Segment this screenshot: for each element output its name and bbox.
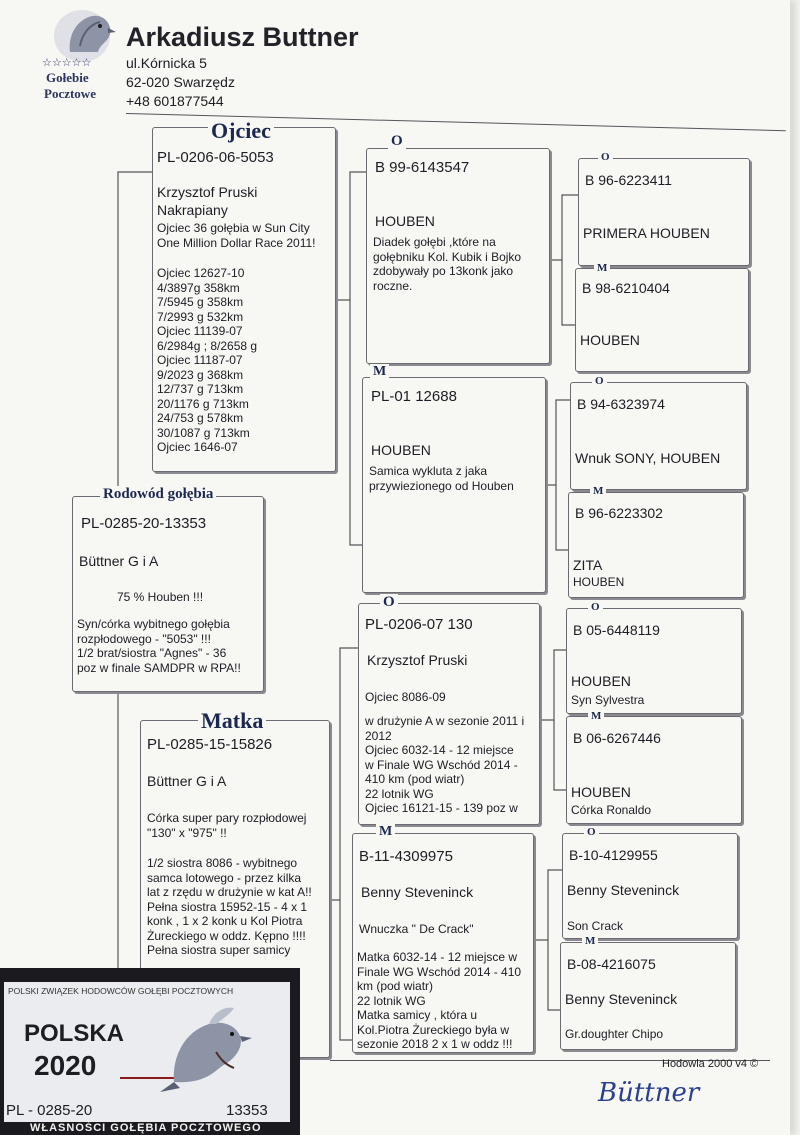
ggp-sub: Syn Sylvestra	[571, 693, 645, 707]
mf-label: O	[380, 594, 398, 611]
ggp-ring: B 06-6267446	[573, 730, 661, 746]
main-bird-label: Rodowód gołębia	[100, 486, 216, 503]
ff-note: Diadek gołębi ,które na gołębniku Kol. Kubik i Bojko zdobywały po 13konk jako roczne.	[373, 235, 522, 293]
card-number: 13353	[226, 1102, 268, 1119]
fm-ring: PL-01 12688	[371, 388, 457, 405]
main-bird-box	[72, 496, 264, 692]
mf-note2: w drużynie A w sezonie 2011 i 2012 Ojciec 6032-14 - 12 miejsce w Finale WG Wschód 2014 - 410 km (pod wiatr) 22 lotnik WG Ojciec 16121-15 - 139 poz w	[365, 714, 525, 815]
logo-line1: Gołebie	[46, 70, 89, 85]
ggp-sub: Son Crack	[567, 919, 624, 933]
ff-label: O	[388, 133, 406, 150]
father-results: Ojciec 12627-10 4/3897g 358km 7/5945 g 358km 7/2993 g 532km Ojciec 11139-07 6/2984g ; 8/2658 g Ojciec 11187-07 9/2023 g 368km 12/737 g 713km 20/1176 g 713km 24/753 g 578km 30/1087 g 713km Ojciec 1646-07	[157, 266, 258, 454]
club-logo	[40, 6, 120, 102]
pigeon-icon	[154, 1002, 264, 1097]
ggp-ring: B-10-4129955	[569, 847, 658, 863]
father-note: Ojciec 36 gołębia w Sun City One Million Dollar Race 2011!	[157, 221, 316, 250]
fm-name: HOUBEN	[371, 442, 431, 458]
owner-signature: Büttner	[598, 1078, 700, 1108]
mm-label: M	[376, 824, 395, 840]
logo-line2: Pocztowe	[44, 86, 96, 101]
ggp-label-6: M	[588, 710, 604, 722]
ggp-label-4: M	[590, 485, 606, 497]
ggp-ring: B 94-6323974	[577, 396, 665, 412]
grandfather-maternal-box	[358, 603, 540, 825]
owner-phone: +48 601877544	[126, 93, 224, 109]
mf-ring: PL-0206-07 130	[365, 616, 473, 633]
mother-ring: PL-0285-15-15826	[147, 736, 273, 753]
ggp-label-8: M	[582, 935, 598, 947]
mm-ring: B-11-4309975	[359, 848, 453, 865]
mf-name: Krzysztof Pruski	[367, 652, 468, 668]
ggp-name: Benny Steveninck	[567, 882, 680, 898]
ggp-sub: Córka Ronaldo	[571, 803, 652, 817]
ggp-label-2: M	[594, 262, 610, 274]
father-ring: PL-0206-06-5053	[157, 149, 274, 166]
mother-label: Matka	[198, 708, 266, 734]
ggp-name: Benny Steveninck	[565, 991, 678, 1007]
father-breeder: Krzysztof Pruski	[157, 184, 258, 200]
fm-label: M	[370, 364, 389, 380]
ggp-sub: HOUBEN	[573, 575, 625, 589]
mm-name: Benny Steveninck	[361, 884, 474, 900]
owner-city: 62-020 Swarzędz	[126, 74, 235, 90]
ggp-box-7	[562, 833, 738, 939]
ggp-box-2	[575, 268, 749, 372]
ggp-sub: Gr.doughter Chipo	[565, 1027, 664, 1041]
grandmother-paternal-box	[362, 377, 546, 593]
ggp-name: PRIMERA HOUBEN	[583, 225, 710, 241]
ownership-card	[0, 968, 300, 1135]
father-box	[152, 127, 336, 472]
father-color: Nakrapiany	[157, 202, 228, 218]
card-country: POLSKA	[24, 1020, 125, 1047]
fm-note: Samica wyklutа z jaka przywiezionego od Houben	[369, 464, 514, 493]
mother-note2: 1/2 siostra 8086 - wybitnego samca lotowego - przez kilka lat z rzędu w drużynie w kat A!! Pełna siostra 15952-15 - 4 x 1 konk , 1 x 2 konk u Kol Piotra Żureckiego w oddz. Kępno !!!! Pełna siostra super samicy	[147, 856, 312, 957]
father-label: Ojciec	[208, 118, 274, 144]
ggp-label-7: O	[584, 826, 599, 838]
ggp-label-5: O	[588, 601, 603, 613]
ggp-ring: B 96-6223302	[575, 505, 663, 521]
ggp-box-4	[568, 492, 744, 598]
owner-street: ul.Kórnicka 5	[126, 55, 207, 71]
ggp-name: ZITA	[573, 557, 603, 573]
pigeon-logo-icon	[40, 6, 120, 68]
ggp-box-1	[578, 158, 750, 266]
card-face	[4, 982, 290, 1122]
mother-breeder: Büttner G i A	[147, 773, 227, 789]
ggp-ring: B-08-4216075	[567, 956, 656, 972]
svg-text:☆☆☆☆☆: ☆☆☆☆☆	[42, 56, 92, 68]
ggp-box-5	[566, 608, 742, 714]
ggp-ring: B 05-6448119	[573, 622, 660, 638]
grandmother-maternal-box	[352, 833, 534, 1053]
ggp-name: HOUBEN	[571, 673, 631, 689]
card-year: 2020	[34, 1050, 97, 1081]
mm-note1: Wnuczka " De Crack"	[359, 922, 474, 936]
ff-name: HOUBEN	[375, 213, 435, 229]
mf-note1: Ojciec 8086-09	[365, 690, 446, 704]
main-bird-note2: Syn/córka wybitnego gołębia rozpłodowego - "5053" !!! 1/2 brat/siostra "Agnes" - 36 poz w finale SAMDPR w RPA!!	[77, 617, 241, 675]
software-credit: Hodowla 2000 v4 ©	[662, 1058, 759, 1070]
ggp-box-6	[566, 716, 742, 824]
grandfather-paternal-box	[366, 148, 550, 364]
ggp-ring: B 98-6210404	[582, 280, 670, 296]
ggp-name: Wnuk SONY, HOUBEN	[575, 450, 721, 466]
ggp-name: HOUBEN	[580, 332, 640, 348]
main-bird-breeder: Büttner G i A	[79, 553, 159, 569]
ggp-box-3	[570, 382, 747, 490]
card-series: PL - 0285-20	[6, 1102, 93, 1119]
ggp-label-3: O	[592, 375, 607, 387]
ggp-label-1: O	[598, 151, 613, 163]
card-footer: WŁASNOŚCI GOŁĘBIA POCZTOWEGO	[30, 1122, 262, 1134]
main-bird-ring: PL-0285-20-13353	[81, 515, 207, 532]
mother-note1: Córka super pary rozpłodowej "130" x "975" !!	[147, 811, 307, 840]
ggp-box-8	[560, 942, 736, 1050]
ggp-ring: B 96-6223411	[585, 172, 672, 188]
owner-name: Arkadiusz Buttner	[126, 22, 359, 52]
main-bird-note1: 75 % Houben !!!	[117, 590, 204, 604]
ggp-name: HOUBEN	[571, 784, 631, 800]
card-org: POLSKI ZWIĄZEK HODOWCÓW GOŁĘBI POCZTOWYCH	[8, 986, 234, 996]
mm-note2: Matka 6032-14 - 12 miejsce w Finale WG Wschód 2014 - 410 km (pod wiatr) 22 lotnik WG Matka samicy , która u Kol.Piotra Żureckiego była w sezonie 2018 2 x 1 w oddz !!!	[357, 950, 522, 1051]
ff-ring: B 99-6143547	[375, 159, 470, 176]
